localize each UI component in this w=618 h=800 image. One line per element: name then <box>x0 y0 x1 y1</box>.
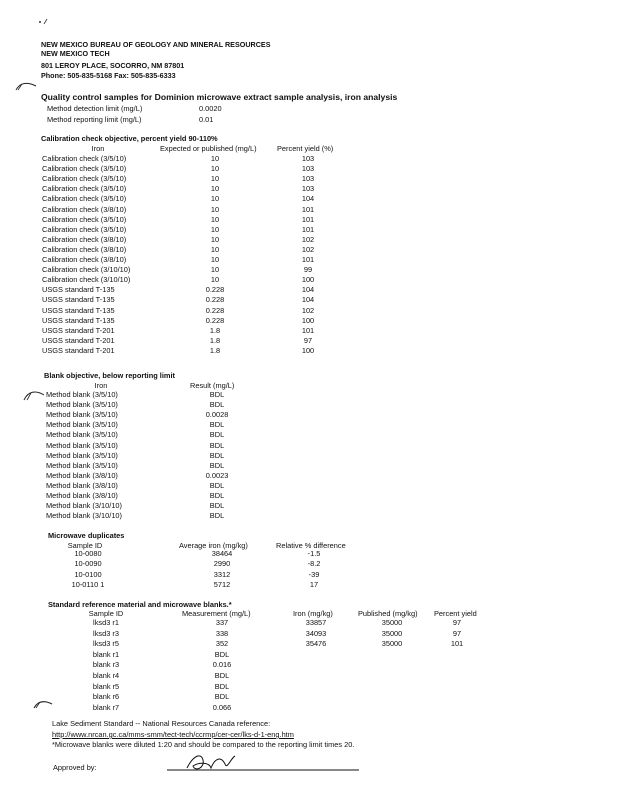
blank-heading: Blank objective, below reporting limit <box>44 371 175 380</box>
calibration-yield: 101 <box>301 214 315 224</box>
calibration-name: Calibration check (3/5/10) <box>42 184 127 194</box>
srm-id: blank r4 <box>92 671 120 680</box>
srm-col-pub: Published (mg/kg) <box>358 609 418 618</box>
calibration-expected: 10 <box>210 224 220 234</box>
srm-iron: 34093 <box>305 628 327 638</box>
srm-pct: 97 <box>452 618 462 627</box>
blank-col-analyte: Iron <box>94 381 108 390</box>
calibration-name: USGS standard T-135 <box>42 315 115 325</box>
table-row <box>0 481 618 491</box>
srm-meas: BDL <box>214 681 230 691</box>
table-row <box>0 400 618 410</box>
approved-label: Approved by: <box>53 763 97 772</box>
duplicate-rel: -8.2 <box>307 559 321 569</box>
calibration-heading: Calibration check objective, percent yield 90-110% <box>41 134 218 143</box>
srm-col-meas: Measurement (mg/L) <box>182 609 251 618</box>
table-row <box>0 559 618 569</box>
calibration-yield: 102 <box>301 305 315 315</box>
calibration-yield: 101 <box>301 224 315 234</box>
calibration-yield: 103 <box>301 184 315 194</box>
srm-id: lksd3 r5 <box>93 639 119 649</box>
srm-col-pct: Percent yield <box>434 609 477 618</box>
blank-name: Method blank (3/5/10) <box>46 440 118 450</box>
signature <box>165 748 365 776</box>
calibration-yield: 103 <box>301 154 315 163</box>
table-row <box>0 164 618 174</box>
table-row <box>0 295 618 305</box>
limit-label: Method reporting limit (mg/L) <box>47 114 142 124</box>
duplicate-id: 10-0100 <box>74 569 102 579</box>
calibration-yield: 100 <box>301 345 315 355</box>
org-line-2: NEW MEXICO TECH <box>41 49 110 58</box>
srm-iron: 35476 <box>305 639 327 649</box>
calibration-expected: 1.8 <box>209 345 221 355</box>
duplicates-col-avg: Average iron (mg/kg) <box>179 541 248 550</box>
srm-meas: 337 <box>215 618 229 627</box>
table-row <box>0 629 618 639</box>
srm-id: blank r6 <box>92 692 120 702</box>
duplicates-heading: Microwave duplicates <box>48 531 125 540</box>
org-address: 801 LEROY PLACE, SOCORRO, NM 87801 <box>41 61 185 70</box>
blank-result: BDL <box>209 480 225 490</box>
duplicate-id: 10-0090 <box>74 559 102 569</box>
blank-result: BDL <box>209 450 225 460</box>
calibration-name: USGS standard T-201 <box>42 325 115 335</box>
table-row <box>0 580 618 590</box>
table-row <box>0 441 618 451</box>
srm-id: lksd3 r1 <box>93 618 119 627</box>
table-row <box>0 255 618 265</box>
calibration-name: Calibration check (3/8/10) <box>42 204 127 214</box>
table-row <box>0 451 618 461</box>
calibration-expected: 10 <box>210 194 220 204</box>
calibration-name: Calibration check (3/10/10) <box>42 275 131 285</box>
duplicate-rel: -1.5 <box>307 549 321 558</box>
calibration-yield: 102 <box>301 234 315 244</box>
blank-name: Method blank (3/8/10) <box>46 480 118 490</box>
table-row <box>0 420 618 430</box>
table-row <box>0 275 618 285</box>
calibration-name: USGS standard T-201 <box>42 335 115 345</box>
table-row <box>0 225 618 235</box>
blank-name: Method blank (3/5/10) <box>46 430 118 440</box>
calibration-name: Calibration check (3/5/10) <box>42 174 127 184</box>
table-row <box>0 570 618 580</box>
calibration-expected: 10 <box>210 164 220 174</box>
calibration-expected: 10 <box>210 234 220 244</box>
srm-pub: 35000 <box>381 628 403 638</box>
blank-result: BDL <box>209 430 225 440</box>
srm-heading: Standard reference material and microwave blanks.* <box>48 600 232 609</box>
table-row <box>0 511 618 521</box>
table-row <box>0 215 618 225</box>
srm-meas: 338 <box>215 628 229 638</box>
reference-text: Lake Sediment Standard -- National Resources Canada reference: <box>52 719 271 728</box>
page-title: Quality control samples for Dominion microwave extract sample analysis, iron analysis <box>41 92 398 102</box>
calibration-yield: 103 <box>301 174 315 184</box>
calibration-name: Calibration check (3/5/10) <box>42 164 127 174</box>
org-phone: Phone: 505-835-5168 Fax: 505-835-6333 <box>41 71 176 80</box>
srm-pub: 35000 <box>381 639 403 649</box>
table-row <box>0 501 618 511</box>
table-row <box>0 245 618 255</box>
calibration-expected: 10 <box>210 244 220 254</box>
reference-link[interactable]: http://www.nrcan.gc.ca/mms-smm/tect-tech/ccrmp/cer-cer/lks-d-1-eng.htm <box>52 730 294 739</box>
blank-result: 0.0028 <box>205 410 229 420</box>
limit-value: 0.01 <box>199 114 214 124</box>
blank-result: BDL <box>209 390 225 399</box>
calibration-name: Calibration check (3/5/10) <box>42 194 127 204</box>
calibration-col-yield: Percent yield (%) <box>277 144 334 153</box>
margin-mark-icon <box>14 80 38 92</box>
calibration-yield: 102 <box>301 244 315 254</box>
calibration-yield: 104 <box>301 295 315 305</box>
table-row <box>0 703 618 713</box>
duplicate-id: 10-0080 <box>74 549 102 558</box>
duplicates-col-rel: Relative % difference <box>276 541 346 550</box>
blank-result: BDL <box>209 501 225 511</box>
calibration-expected: 10 <box>210 255 220 264</box>
calibration-name: USGS standard T-201 <box>42 345 115 355</box>
table-row <box>0 650 618 660</box>
calibration-col-analyte: Iron <box>91 144 105 153</box>
calibration-name: USGS standard T-135 <box>42 305 115 315</box>
calibration-expected: 10 <box>210 184 220 194</box>
blank-name: Method blank (3/5/10) <box>46 400 118 410</box>
calibration-expected: 10 <box>210 204 220 214</box>
duplicate-rel: 17 <box>309 579 319 589</box>
blank-name: Method blank (3/5/10) <box>46 390 118 399</box>
srm-pub: 35000 <box>381 618 403 627</box>
table-row <box>0 390 618 400</box>
srm-col-iron: Iron (mg/kg) <box>293 609 333 618</box>
blank-name: Method blank (3/8/10) <box>46 491 118 500</box>
calibration-yield: 104 <box>301 194 315 204</box>
calibration-yield: 100 <box>301 275 315 285</box>
margin-mark-icon <box>32 698 54 710</box>
duplicate-id: 10-0110 1 <box>71 579 105 589</box>
calibration-expected: 0.228 <box>205 315 225 325</box>
calibration-name: Calibration check (3/8/10) <box>42 234 127 244</box>
calibration-expected: 1.8 <box>209 335 221 345</box>
calibration-name: Calibration check (3/8/10) <box>42 244 127 254</box>
org-line-1: NEW MEXICO BUREAU OF GEOLOGY AND MINERAL RESOURCES <box>41 40 271 49</box>
limit-label: Method detection limit (mg/L) <box>47 104 143 113</box>
srm-id: blank r3 <box>92 660 120 670</box>
calibration-name: Calibration check (3/10/10) <box>42 265 131 275</box>
table-row <box>0 265 618 275</box>
table-row <box>0 430 618 440</box>
calibration-expected: 10 <box>210 265 220 275</box>
calibration-expected: 0.228 <box>205 305 225 315</box>
blank-result: BDL <box>209 460 225 470</box>
table-row <box>0 461 618 471</box>
table-row <box>0 326 618 336</box>
corner-speck-icon <box>38 16 50 26</box>
srm-iron: 33857 <box>305 618 327 627</box>
calibration-yield: 100 <box>301 315 315 325</box>
footnote: *Microwave blanks were diluted 1:20 and should be compared to the reporting limit times 20. <box>52 740 355 749</box>
blank-name: Method blank (3/10/10) <box>46 501 123 511</box>
table-row <box>0 336 618 346</box>
table-row <box>0 410 618 420</box>
table-row <box>0 618 618 628</box>
blank-name: Method blank (3/5/10) <box>46 420 118 430</box>
srm-id: lksd3 r3 <box>93 628 119 638</box>
srm-pct: 97 <box>452 628 462 638</box>
blank-result: BDL <box>209 511 225 521</box>
duplicates-col-sample: Sample ID <box>67 541 103 550</box>
srm-meas: BDL <box>214 692 230 702</box>
blank-name: Method blank (3/5/10) <box>46 410 118 420</box>
table-row <box>0 285 618 295</box>
srm-col-sample: Sample ID <box>88 609 124 618</box>
calibration-yield: 103 <box>301 164 315 174</box>
table-row <box>0 549 618 559</box>
calibration-name: Calibration check (3/5/10) <box>42 154 127 163</box>
calibration-name: USGS standard T-135 <box>42 285 115 295</box>
blank-result: BDL <box>209 400 225 410</box>
calibration-yield: 101 <box>301 325 315 335</box>
calibration-yield: 104 <box>301 285 315 295</box>
calibration-name: Calibration check (3/5/10) <box>42 214 127 224</box>
calibration-expected: 0.228 <box>205 285 225 295</box>
calibration-header-row <box>0 144 618 154</box>
calibration-expected: 10 <box>210 275 220 285</box>
duplicate-avg: 38464 <box>211 549 233 558</box>
srm-meas: BDL <box>214 649 230 659</box>
calibration-expected: 1.8 <box>209 325 221 335</box>
table-row <box>0 316 618 326</box>
blank-result: BDL <box>209 420 225 430</box>
srm-meas: 0.066 <box>212 702 232 712</box>
calibration-expected: 10 <box>210 174 220 184</box>
blank-name: Method blank (3/5/10) <box>46 450 118 460</box>
limit-row <box>0 115 618 125</box>
margin-mark-icon <box>22 388 46 402</box>
duplicate-avg: 5712 <box>213 579 231 589</box>
calibration-yield: 101 <box>301 255 315 264</box>
table-row <box>0 205 618 215</box>
srm-id: blank r1 <box>92 649 120 659</box>
calibration-name: Calibration check (3/8/10) <box>42 255 127 264</box>
duplicate-rel: -39 <box>308 569 320 579</box>
blank-col-result: Result (mg/L) <box>190 381 235 390</box>
table-row <box>0 491 618 501</box>
duplicate-avg: 2990 <box>213 559 231 569</box>
calibration-expected: 0.228 <box>205 295 225 305</box>
calibration-col-expected: Expected or published (mg/L) <box>160 144 257 153</box>
calibration-expected: 10 <box>210 214 220 224</box>
blank-name: Method blank (3/5/10) <box>46 460 118 470</box>
srm-id: blank r5 <box>92 681 120 691</box>
table-row <box>0 639 618 649</box>
srm-meas: 0.016 <box>212 660 232 670</box>
table-row <box>0 682 618 692</box>
table-row <box>0 174 618 184</box>
table-row <box>0 184 618 194</box>
blank-name: Method blank (3/10/10) <box>46 511 123 521</box>
table-row <box>0 660 618 670</box>
table-row <box>0 471 618 481</box>
srm-pct: 101 <box>450 639 464 649</box>
srm-meas: 352 <box>215 639 229 649</box>
calibration-expected: 10 <box>210 154 220 163</box>
calibration-name: Calibration check (3/5/10) <box>42 224 127 234</box>
duplicate-avg: 3312 <box>213 569 231 579</box>
calibration-yield: 101 <box>301 204 315 214</box>
limit-row <box>0 104 618 114</box>
limit-value: 0.0020 <box>199 104 222 113</box>
calibration-yield: 99 <box>303 265 313 275</box>
table-row <box>0 154 618 164</box>
srm-meas: BDL <box>214 671 230 680</box>
blank-result: BDL <box>209 440 225 450</box>
calibration-yield: 97 <box>303 335 313 345</box>
table-row <box>0 346 618 356</box>
srm-id: blank r7 <box>92 702 120 712</box>
table-row <box>0 306 618 316</box>
table-row <box>0 194 618 204</box>
blank-result: BDL <box>209 491 225 500</box>
table-row <box>0 692 618 702</box>
table-row <box>0 671 618 681</box>
blank-result: 0.0023 <box>205 470 229 480</box>
calibration-name: USGS standard T-135 <box>42 295 115 305</box>
blank-name: Method blank (3/8/10) <box>46 470 118 480</box>
table-row <box>0 235 618 245</box>
